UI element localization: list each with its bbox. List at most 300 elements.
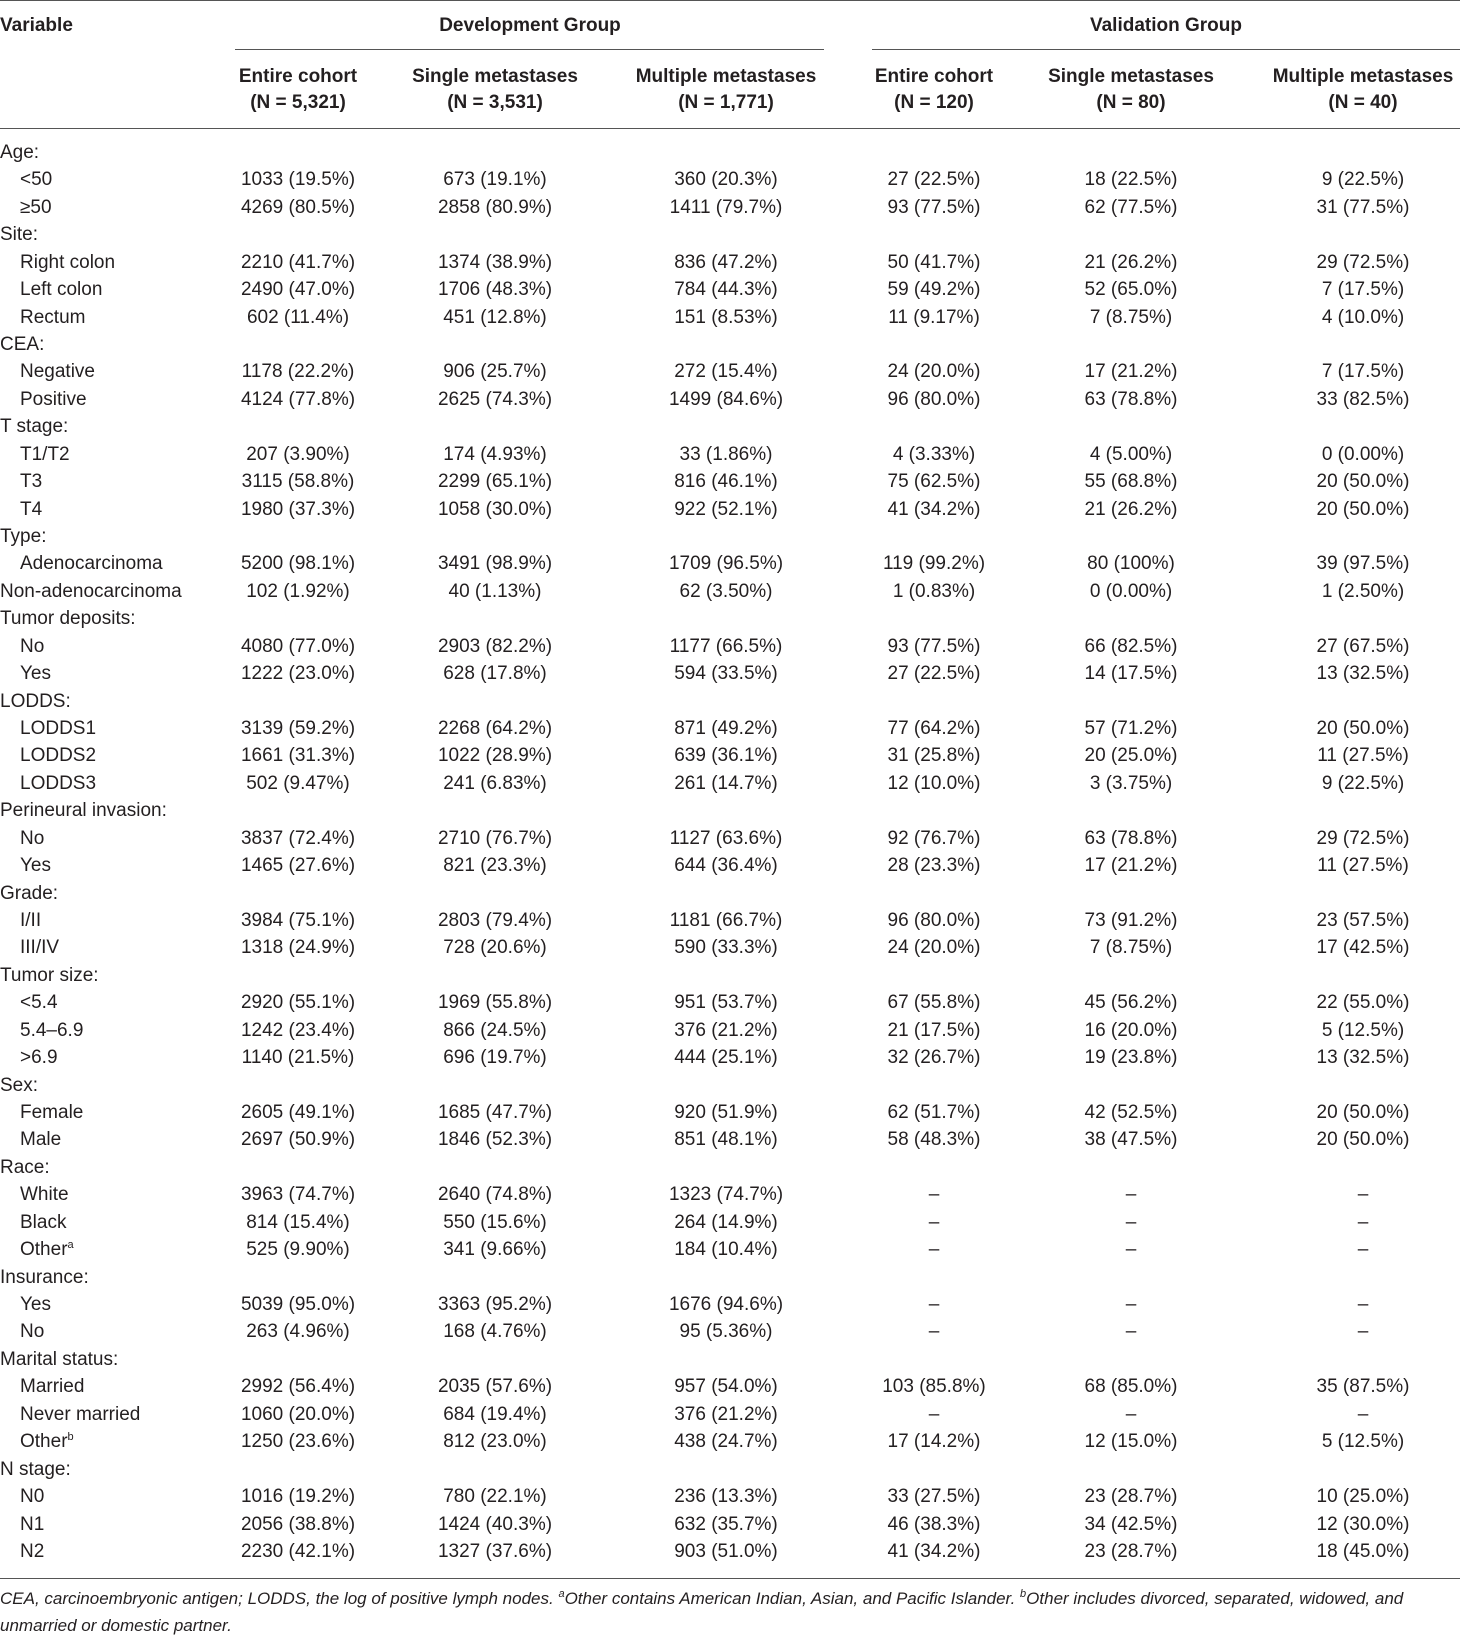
table-cell: 33 (27.5%) xyxy=(887,1486,981,1507)
row-label-text: Sex: xyxy=(0,1075,39,1096)
table-cell: 1327 (37.6%) xyxy=(437,1541,553,1562)
row-label xyxy=(0,581,182,603)
table-cell: 95 (5.36%) xyxy=(679,1321,773,1342)
table-cell: 272 (15.4%) xyxy=(674,361,778,382)
column-header-n: (N = 40) xyxy=(1328,92,1398,113)
table-cell: 236 (13.3%) xyxy=(674,1486,778,1507)
row-label-text: Tumor deposits: xyxy=(0,608,136,629)
table-cell: 12 (15.0%) xyxy=(1084,1431,1178,1452)
table-cell: 261 (14.7%) xyxy=(674,773,778,794)
table-footnote xyxy=(0,1585,1458,1639)
row-label xyxy=(20,636,44,658)
table-cell: 1323 (74.7%) xyxy=(668,1184,784,1205)
table-cell: 11 (27.5%) xyxy=(1317,745,1409,766)
table-cell: – xyxy=(928,1321,940,1342)
row-label xyxy=(20,279,102,301)
table-cell: 77 (64.2%) xyxy=(887,718,981,739)
table-cell: 20 (50.0%) xyxy=(1316,1129,1410,1150)
category-label xyxy=(0,800,167,822)
table-cell: 39 (97.5%) xyxy=(1316,553,1410,574)
row-label xyxy=(20,1184,69,1206)
table-cell: 2056 (38.8%) xyxy=(240,1514,356,1535)
row-label xyxy=(20,1047,58,1069)
table-cell: 2035 (57.6%) xyxy=(437,1376,553,1397)
table-cell: 264 (14.9%) xyxy=(674,1212,778,1233)
table-cell: 1706 (48.3%) xyxy=(437,279,553,300)
table-cell: 4 (10.0%) xyxy=(1321,307,1405,328)
table-cell: 920 (51.9%) xyxy=(674,1102,778,1123)
row-label-text: Type: xyxy=(0,526,47,547)
table-cell: 168 (4.76%) xyxy=(443,1321,547,1342)
row-label-text: Left colon xyxy=(20,279,103,300)
table-cell: 11 (9.17%) xyxy=(888,307,980,328)
row-label-text: Insurance: xyxy=(0,1267,89,1288)
table-cell: 2858 (80.9%) xyxy=(437,197,553,218)
column-header-name: Multiple metastases xyxy=(1272,66,1454,87)
table-cell: 19 (23.8%) xyxy=(1084,1047,1178,1068)
table-cell: 594 (33.5%) xyxy=(674,663,778,684)
table-cell: 11 (27.5%) xyxy=(1317,855,1409,876)
table-cell: 46 (38.3%) xyxy=(887,1514,981,1535)
table-cell: 184 (10.4%) xyxy=(674,1239,778,1260)
table-cell: 2268 (64.2%) xyxy=(437,718,553,739)
table-cell: 263 (4.96%) xyxy=(246,1321,350,1342)
row-label xyxy=(20,471,42,493)
table-cell: – xyxy=(1125,1321,1137,1342)
table-cell: – xyxy=(1357,1184,1369,1205)
footnote-a-text: Other contains American Indian, Asian, and Pacific Islander. xyxy=(564,1589,1021,1608)
table-cell: 922 (52.1%) xyxy=(674,499,778,520)
row-label-text: Yes xyxy=(20,855,51,876)
row-label-text: LODDS1 xyxy=(20,718,97,739)
table-cell: 17 (21.2%) xyxy=(1084,361,1178,382)
row-label xyxy=(20,252,115,274)
row-label xyxy=(20,718,96,740)
table-cell: 1 (2.50%) xyxy=(1321,581,1405,602)
table-cell: 2920 (55.1%) xyxy=(240,992,356,1013)
table-cell: 360 (20.3%) xyxy=(674,169,778,190)
row-label-text: LODDS3 xyxy=(20,773,97,794)
table-cell: 2697 (50.9%) xyxy=(240,1129,356,1150)
footnote-marker: a xyxy=(67,1239,74,1251)
table-cell: – xyxy=(1125,1184,1137,1205)
table-cell: 24 (20.0%) xyxy=(887,937,981,958)
table-cell: 18 (22.5%) xyxy=(1084,169,1178,190)
table-cell: 59 (49.2%) xyxy=(887,279,981,300)
table-cell: 24 (20.0%) xyxy=(887,361,981,382)
table-cell: 2490 (47.0%) xyxy=(240,279,356,300)
table-cell: 1127 (63.6%) xyxy=(669,828,783,849)
table-cell: 2210 (41.7%) xyxy=(240,252,356,273)
category-label xyxy=(0,691,71,713)
table-cell: 119 (99.2%) xyxy=(882,553,986,574)
table-cell: – xyxy=(928,1294,940,1315)
table-cell: 1250 (23.6%) xyxy=(240,1431,356,1452)
table-cell: 1685 (47.7%) xyxy=(437,1102,553,1123)
table-cell: 836 (47.2%) xyxy=(674,252,778,273)
table-cell: 62 (3.50%) xyxy=(679,581,773,602)
row-label-text: Other xyxy=(20,1239,68,1260)
table-cell: 73 (91.2%) xyxy=(1084,910,1178,931)
table-cell: 31 (25.8%) xyxy=(887,745,981,766)
row-label-text: T4 xyxy=(20,499,43,520)
table-cell: 644 (36.4%) xyxy=(674,855,778,876)
table-cell: 1060 (20.0%) xyxy=(240,1404,356,1425)
table-cell: 7 (8.75%) xyxy=(1089,307,1173,328)
category-label xyxy=(0,965,99,987)
category-label xyxy=(0,1075,38,1097)
table-cell: 13 (32.5%) xyxy=(1316,663,1410,684)
category-label xyxy=(0,334,44,356)
table-cell: 821 (23.3%) xyxy=(443,855,547,876)
row-label xyxy=(20,1212,66,1234)
table-cell: 18 (45.0%) xyxy=(1316,1541,1410,1562)
table-cell: – xyxy=(1357,1294,1369,1315)
table-cell: 10 (25.0%) xyxy=(1316,1486,1410,1507)
table-cell: 5039 (95.0%) xyxy=(240,1294,356,1315)
table-cell: 23 (57.5%) xyxy=(1316,910,1410,931)
column-header-n: (N = 5,321) xyxy=(250,92,346,113)
row-label-text: N2 xyxy=(20,1541,45,1562)
table-cell: 67 (55.8%) xyxy=(887,992,981,1013)
row-label xyxy=(20,1404,140,1426)
table-cell: 639 (36.1%) xyxy=(674,745,778,766)
row-label-text: No xyxy=(20,828,45,849)
row-label-text: Race: xyxy=(0,1157,50,1178)
table-cell: 27 (22.5%) xyxy=(887,169,981,190)
row-label xyxy=(20,553,163,575)
table-cell: 20 (25.0%) xyxy=(1084,745,1178,766)
development-group-rule xyxy=(235,49,824,50)
table-cell: 602 (11.4%) xyxy=(246,307,350,328)
table-cell: 17 (14.2%) xyxy=(887,1431,981,1452)
table-cell: 23 (28.7%) xyxy=(1084,1541,1178,1562)
row-label xyxy=(20,1239,74,1261)
table-cell: 2640 (74.8%) xyxy=(437,1184,553,1205)
row-label xyxy=(20,910,41,932)
table-cell: 4 (3.33%) xyxy=(892,444,976,465)
table-cell: 814 (15.4%) xyxy=(246,1212,350,1233)
table-cell: 1424 (40.3%) xyxy=(437,1514,553,1535)
table-cell: 241 (6.83%) xyxy=(443,773,547,794)
row-label xyxy=(20,828,44,850)
row-label xyxy=(20,992,58,1014)
variable-header: Variable xyxy=(0,15,73,36)
footnote-abbreviations: CEA, carcinoembryonic antigen; LODDS, the log of positive lymph nodes. xyxy=(0,1589,559,1608)
table-cell: 4080 (77.0%) xyxy=(240,636,356,657)
column-header-name: Entire cohort xyxy=(238,66,358,87)
table-cell: – xyxy=(1125,1239,1137,1260)
row-label-text: Other xyxy=(20,1431,68,1452)
table-cell: 4269 (80.5%) xyxy=(240,197,356,218)
table-cell: 50 (41.7%) xyxy=(887,252,981,273)
row-label xyxy=(20,499,42,521)
row-label-text: Grade: xyxy=(0,883,59,904)
table-cell: 5 (12.5%) xyxy=(1321,1431,1405,1452)
table-cell: 22 (55.0%) xyxy=(1316,992,1410,1013)
row-label-text: Tumor size: xyxy=(0,965,99,986)
table-cell: 951 (53.7%) xyxy=(674,992,778,1013)
row-label-text: ≥50 xyxy=(20,197,52,218)
table-cell: 1318 (24.9%) xyxy=(240,937,356,958)
footnote-marker-b: b xyxy=(1020,1588,1027,1600)
table-cell: 2230 (42.1%) xyxy=(240,1541,356,1562)
table-cell: 57 (71.2%) xyxy=(1084,718,1178,739)
table-cell: 151 (8.53%) xyxy=(674,307,778,328)
table-cell: 9 (22.5%) xyxy=(1321,169,1405,190)
table-cell: 696 (19.7%) xyxy=(443,1047,547,1068)
table-cell: 103 (85.8%) xyxy=(882,1376,986,1397)
table-cell: 34 (42.5%) xyxy=(1084,1514,1178,1535)
category-label xyxy=(0,608,136,630)
row-label-text: Age: xyxy=(0,142,40,163)
table-cell: 1177 (66.5%) xyxy=(669,636,783,657)
row-label xyxy=(20,773,96,795)
table-cell: 68 (85.0%) xyxy=(1084,1376,1178,1397)
category-label xyxy=(0,526,46,548)
table-cell: 28 (23.3%) xyxy=(887,855,981,876)
table-cell: 17 (42.5%) xyxy=(1316,937,1410,958)
table-cell: 0 (0.00%) xyxy=(1089,581,1173,602)
table-cell: 55 (68.8%) xyxy=(1084,471,1178,492)
table-cell: 13 (32.5%) xyxy=(1316,1047,1410,1068)
table-cell: 4124 (77.8%) xyxy=(240,389,356,410)
table-cell: 341 (9.66%) xyxy=(443,1239,547,1260)
table-cell: 41 (34.2%) xyxy=(887,499,981,520)
table-cell: 728 (20.6%) xyxy=(443,937,547,958)
table-cell: 7 (17.5%) xyxy=(1321,361,1405,382)
row-label-text: N1 xyxy=(20,1514,45,1535)
table-cell: 376 (21.2%) xyxy=(674,1404,778,1425)
table-cell: 1676 (94.6%) xyxy=(668,1294,784,1315)
table-cell: 3963 (74.7%) xyxy=(240,1184,356,1205)
row-label-text: Perineural invasion: xyxy=(0,800,167,821)
row-label xyxy=(20,1431,74,1453)
row-label-text: Adenocarcinoma xyxy=(20,553,163,574)
table-cell: 21 (17.5%) xyxy=(887,1020,981,1041)
row-label-text: Marital status: xyxy=(0,1349,119,1370)
table-cell: 628 (17.8%) xyxy=(443,663,547,684)
table-cell: 20 (50.0%) xyxy=(1316,718,1410,739)
row-label-text: No xyxy=(20,636,45,657)
table-cell: 673 (19.1%) xyxy=(443,169,547,190)
table-cell: 41 (34.2%) xyxy=(887,1541,981,1562)
row-label xyxy=(20,361,95,383)
table-cell: 29 (72.5%) xyxy=(1316,828,1410,849)
row-label xyxy=(20,1102,83,1124)
row-label xyxy=(20,1514,44,1536)
table-cell: 7 (17.5%) xyxy=(1321,279,1405,300)
row-label xyxy=(20,937,59,959)
table-cell: 376 (21.2%) xyxy=(674,1020,778,1041)
table-cell: 1661 (31.3%) xyxy=(240,745,356,766)
row-label-text: Site: xyxy=(0,224,39,245)
row-label-text: Yes xyxy=(20,663,51,684)
table-cell: 33 (1.86%) xyxy=(679,444,773,465)
table-cell: 12 (10.0%) xyxy=(887,773,981,794)
table-cell: 27 (67.5%) xyxy=(1316,636,1410,657)
row-label-text: N stage: xyxy=(0,1459,71,1480)
row-label-text: I/II xyxy=(20,910,42,931)
table-cell: 7 (8.75%) xyxy=(1089,937,1173,958)
row-label-text: 5.4–6.9 xyxy=(20,1020,84,1041)
table-cell: 102 (1.92%) xyxy=(246,581,350,602)
row-label-text: Black xyxy=(20,1212,67,1233)
table-cell: 20 (50.0%) xyxy=(1316,471,1410,492)
table-cell: 21 (26.2%) xyxy=(1084,252,1178,273)
table-cell: 2710 (76.7%) xyxy=(437,828,553,849)
table-cell: 2903 (82.2%) xyxy=(437,636,553,657)
table-cell: 866 (24.5%) xyxy=(443,1020,547,1041)
table-bottom-rule xyxy=(0,1578,1460,1579)
table-cell: 444 (25.1%) xyxy=(674,1047,778,1068)
table-cell: 80 (100%) xyxy=(1087,553,1175,574)
table-cell: – xyxy=(1357,1239,1369,1260)
table-cell: 207 (3.90%) xyxy=(246,444,350,465)
table-cell: 58 (48.3%) xyxy=(887,1129,981,1150)
row-label-text: <50 xyxy=(20,169,53,190)
table-cell: – xyxy=(928,1184,940,1205)
table-cell: 40 (1.13%) xyxy=(448,581,542,602)
category-label xyxy=(0,1267,89,1289)
table-cell: 684 (19.4%) xyxy=(443,1404,547,1425)
table-cell: 451 (12.8%) xyxy=(443,307,547,328)
table-cell: 20 (50.0%) xyxy=(1316,1102,1410,1123)
table-cell: 1 (0.83%) xyxy=(892,581,976,602)
table-cell: 31 (77.5%) xyxy=(1316,197,1410,218)
table-cell: 42 (52.5%) xyxy=(1084,1102,1178,1123)
table-cell: 2625 (74.3%) xyxy=(437,389,553,410)
row-label-text: Married xyxy=(20,1376,85,1397)
row-label xyxy=(20,745,96,767)
table-cell: 3491 (98.9%) xyxy=(437,553,553,574)
row-label-text: Rectum xyxy=(20,307,86,328)
table-cell: 1374 (38.9%) xyxy=(437,252,553,273)
row-label xyxy=(20,1020,83,1042)
column-header-n: (N = 120) xyxy=(894,92,974,113)
row-label-text: T3 xyxy=(20,471,43,492)
row-label xyxy=(20,197,52,219)
row-label xyxy=(20,169,52,191)
row-label xyxy=(20,1376,84,1398)
table-cell: 20 (50.0%) xyxy=(1316,499,1410,520)
table-cell: 1242 (23.4%) xyxy=(240,1020,356,1041)
table-cell: 1411 (79.7%) xyxy=(669,197,783,218)
table-cell: 903 (51.0%) xyxy=(674,1541,778,1562)
table-cell: 23 (28.7%) xyxy=(1084,1486,1178,1507)
table-cell: 1058 (30.0%) xyxy=(437,499,553,520)
row-label-text: No xyxy=(20,1321,45,1342)
table-cell: – xyxy=(1357,1321,1369,1342)
table-cell: 3363 (95.2%) xyxy=(437,1294,553,1315)
table-cell: 35 (87.5%) xyxy=(1316,1376,1410,1397)
category-label xyxy=(0,142,39,164)
table-cell: – xyxy=(928,1212,940,1233)
row-label-text: Positive xyxy=(20,389,87,410)
table-cell: 52 (65.0%) xyxy=(1084,279,1178,300)
table-cell: 812 (23.0%) xyxy=(443,1431,547,1452)
table-cell: 1709 (96.5%) xyxy=(668,553,784,574)
table-cell: 1969 (55.8%) xyxy=(437,992,553,1013)
row-label-text: White xyxy=(20,1184,69,1205)
validation-group-header: Validation Group xyxy=(1089,15,1243,36)
category-label xyxy=(0,1349,118,1371)
table-cell: 784 (44.3%) xyxy=(674,279,778,300)
footnote-marker: b xyxy=(67,1431,74,1443)
table-cell: 3 (3.75%) xyxy=(1089,773,1173,794)
table-cell: 12 (30.0%) xyxy=(1316,1514,1410,1535)
row-label xyxy=(20,855,51,877)
table-cell: – xyxy=(1125,1294,1137,1315)
table-cell: 550 (15.6%) xyxy=(443,1212,547,1233)
table-cell: 32 (26.7%) xyxy=(887,1047,981,1068)
table-cell: 38 (47.5%) xyxy=(1084,1129,1178,1150)
table-cell: 62 (51.7%) xyxy=(887,1102,981,1123)
table-cell: 29 (72.5%) xyxy=(1316,252,1410,273)
table-cell: 14 (17.5%) xyxy=(1084,663,1178,684)
table-cell: 1033 (19.5%) xyxy=(240,169,356,190)
table-cell: 780 (22.1%) xyxy=(443,1486,547,1507)
table-cell: 2605 (49.1%) xyxy=(240,1102,356,1123)
table-cell: 66 (82.5%) xyxy=(1084,636,1178,657)
table-cell: 1140 (21.5%) xyxy=(241,1047,355,1068)
row-label xyxy=(20,1486,44,1508)
table-cell: – xyxy=(1125,1212,1137,1233)
category-label xyxy=(0,1459,71,1481)
table-cell: 92 (76.7%) xyxy=(887,828,981,849)
table-cell: 1222 (23.0%) xyxy=(240,663,356,684)
table-cell: 96 (80.0%) xyxy=(887,910,981,931)
table-cell: 1016 (19.2%) xyxy=(240,1486,356,1507)
row-label xyxy=(20,1541,44,1563)
table-cell: 2299 (65.1%) xyxy=(437,471,553,492)
column-header-n: (N = 1,771) xyxy=(678,92,774,113)
row-label-text: Yes xyxy=(20,1294,51,1315)
table-cell: 816 (46.1%) xyxy=(674,471,778,492)
development-group-header: Development Group xyxy=(439,15,621,36)
row-label-text: N0 xyxy=(20,1486,45,1507)
table-cell: – xyxy=(1357,1404,1369,1425)
table-cell: – xyxy=(928,1404,940,1425)
column-header-name: Single metastases xyxy=(1048,66,1214,87)
row-label-text: <5.4 xyxy=(20,992,58,1013)
row-label-text: T1/T2 xyxy=(20,444,70,465)
table-cell: 75 (62.5%) xyxy=(887,471,981,492)
table-cell: 502 (9.47%) xyxy=(246,773,350,794)
validation-group-rule xyxy=(872,49,1460,50)
category-label xyxy=(0,416,68,438)
row-label xyxy=(20,1129,61,1151)
table-cell: 632 (35.7%) xyxy=(674,1514,778,1535)
row-label xyxy=(20,663,51,685)
row-label xyxy=(20,389,87,411)
table-cell: 1846 (52.3%) xyxy=(437,1129,553,1150)
table-cell: 33 (82.5%) xyxy=(1316,389,1410,410)
row-label xyxy=(20,1321,44,1343)
row-label-text: Male xyxy=(20,1129,62,1150)
table-cell: – xyxy=(928,1239,940,1260)
row-label-text: Right colon xyxy=(20,252,116,273)
table-cell: 21 (26.2%) xyxy=(1084,499,1178,520)
table-cell: 1181 (66.7%) xyxy=(669,910,783,931)
table-cell: 1499 (84.6%) xyxy=(668,389,784,410)
category-label xyxy=(0,224,38,246)
row-label-text: III/IV xyxy=(20,937,60,958)
row-label-text: LODDS: xyxy=(0,691,71,712)
table-cell: 174 (4.93%) xyxy=(443,444,547,465)
table-cell: 45 (56.2%) xyxy=(1084,992,1178,1013)
table-cell: 62 (77.5%) xyxy=(1084,197,1178,218)
